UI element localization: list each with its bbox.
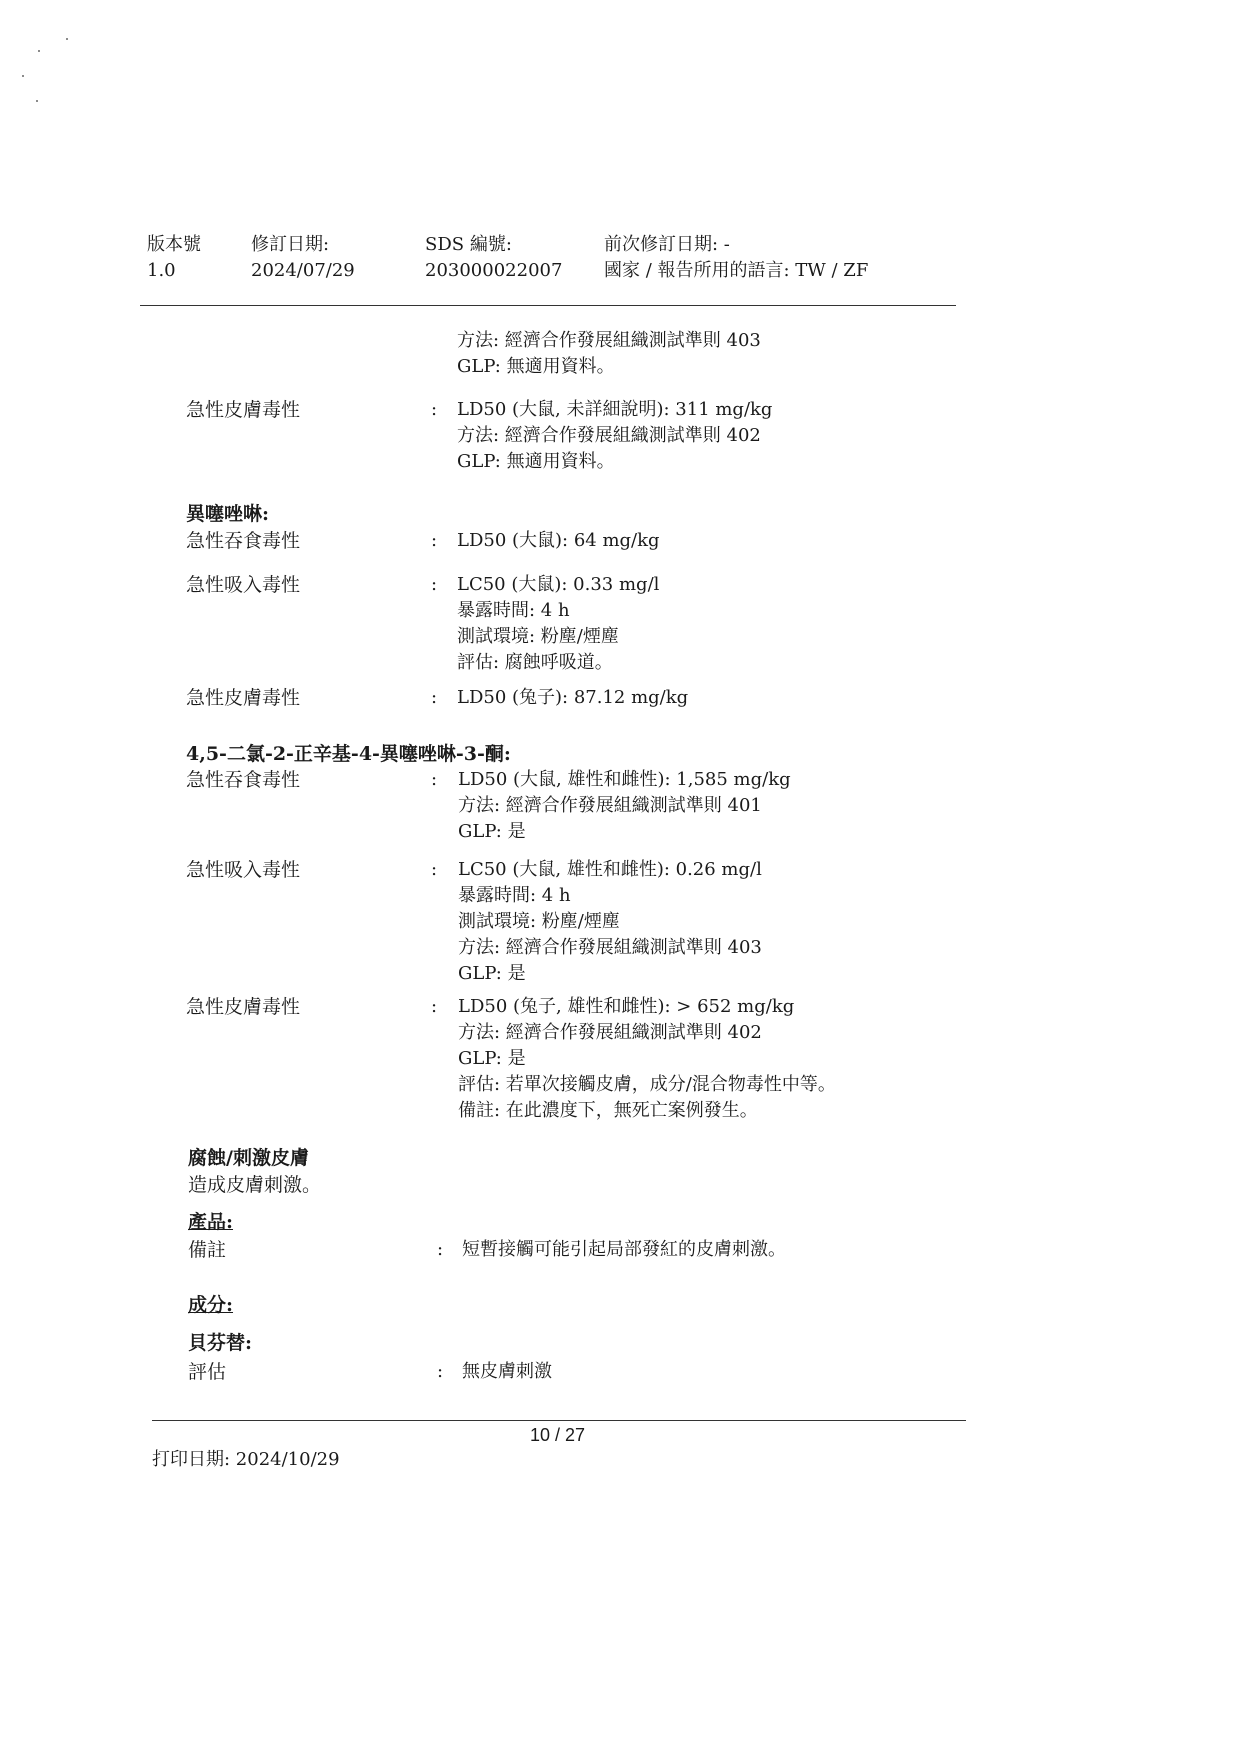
section-title: 腐蝕/刺激皮膚 xyxy=(188,1147,309,1169)
value-line: LC50 (大鼠, 雄性和雌性): 0.26 mg/l xyxy=(458,859,762,880)
value-line: LD50 (大鼠, 雄性和雌性): 1,585 mg/kg xyxy=(458,769,791,790)
value-line: 暴露時間: 4 h xyxy=(458,885,571,906)
version-label: 版本號 xyxy=(147,234,201,255)
field-values xyxy=(458,767,791,845)
revision-date-label: 修訂日期: xyxy=(251,234,330,255)
field-label: 急性皮膚毒性 xyxy=(186,996,301,1018)
value-line: 方法: 經濟合作發展組織測試準則 403 xyxy=(458,937,762,958)
field-colon: : xyxy=(437,1239,444,1260)
version-value: 1.0 xyxy=(147,260,176,281)
scan-speck xyxy=(36,100,38,102)
value-line: LD50 (兔子): 87.12 mg/kg xyxy=(457,687,689,708)
footer-divider xyxy=(152,1420,966,1421)
sds-number-label: SDS 編號: xyxy=(425,234,512,255)
value-line: GLP: 無適用資料。 xyxy=(457,356,615,377)
scan-speck xyxy=(22,75,24,77)
section-title: 4,5-二氯-2-正辛基-4-異噻唑啉-3-酮: xyxy=(186,743,511,765)
value-line: LC50 (大鼠): 0.33 mg/l xyxy=(457,574,660,595)
components-heading: 成分: xyxy=(188,1294,234,1316)
field-label: 急性吸入毒性 xyxy=(186,859,301,881)
value-line: GLP: 是 xyxy=(458,821,526,842)
field-values xyxy=(458,994,836,1124)
field-colon: : xyxy=(437,1361,444,1382)
value-line: 方法: 經濟合作發展組織測試準則 403 xyxy=(457,330,761,351)
section-title: 貝芬替: xyxy=(188,1332,253,1354)
value-line: LD50 (大鼠): 64 mg/kg xyxy=(457,530,660,551)
field-colon: : xyxy=(431,399,438,420)
value-line: 評估: 若單次接觸皮膚，成分/混合物毒性中等。 xyxy=(458,1074,836,1095)
page-number: 10 / 27 xyxy=(530,1425,586,1445)
value-line: 測試環境: 粉塵/煙塵 xyxy=(458,911,620,932)
field-values xyxy=(457,572,659,676)
field-label: 急性皮膚毒性 xyxy=(186,687,301,709)
value-line: 暴露時間: 4 h xyxy=(457,600,570,621)
continued-values xyxy=(457,328,761,380)
field-values xyxy=(457,528,660,554)
field-label: 備註 xyxy=(188,1239,227,1261)
value-line: 方法: 經濟合作發展組織測試準則 402 xyxy=(457,425,761,446)
value-line: GLP: 是 xyxy=(458,1048,526,1069)
value-line: LD50 (兔子, 雄性和雌性): > 652 mg/kg xyxy=(458,996,795,1017)
sds-number-value: 203000022007 xyxy=(425,260,563,281)
field-values xyxy=(458,857,762,987)
section-text: 造成皮膚刺激。 xyxy=(188,1174,322,1196)
value-line: 備註: 在此濃度下，無死亡案例發生。 xyxy=(458,1100,758,1121)
revision-date-value: 2024/07/29 xyxy=(251,260,355,281)
header-divider xyxy=(140,305,956,306)
print-date: 打印日期: 2024/10/29 xyxy=(152,1449,340,1470)
field-colon: : xyxy=(431,530,438,551)
value-line: GLP: 無適用資料。 xyxy=(457,451,615,472)
field-colon: : xyxy=(431,996,438,1017)
field-label: 急性吸入毒性 xyxy=(186,574,301,596)
value-line: 評估: 腐蝕呼吸道。 xyxy=(457,652,613,673)
field-label: 急性皮膚毒性 xyxy=(186,399,301,421)
value-line: 測試環境: 粉塵/煙塵 xyxy=(457,626,619,647)
field-label: 急性吞食毒性 xyxy=(186,530,301,552)
scan-speck xyxy=(66,38,68,40)
value-line: GLP: 是 xyxy=(458,963,526,984)
previous-revision-date: 前次修訂日期: - xyxy=(604,234,730,255)
value-line: 方法: 經濟合作發展組織測試準則 401 xyxy=(458,795,762,816)
field-label: 評估 xyxy=(188,1361,227,1383)
value-line: 方法: 經濟合作發展組織測試準則 402 xyxy=(458,1022,762,1043)
field-colon: : xyxy=(431,687,438,708)
field-value: 短暫接觸可能引起局部發紅的皮膚刺激。 xyxy=(462,1239,786,1260)
field-colon: : xyxy=(431,769,438,790)
field-values xyxy=(457,397,772,475)
product-heading: 產品: xyxy=(188,1211,234,1233)
field-label: 急性吞食毒性 xyxy=(186,769,301,791)
value-line: LD50 (大鼠, 未詳細說明): 311 mg/kg xyxy=(457,399,773,420)
field-value: 無皮膚刺激 xyxy=(462,1361,552,1382)
field-colon: : xyxy=(431,574,438,595)
country-language: 國家 / 報告所用的語言: TW / ZF xyxy=(604,260,869,281)
scan-speck xyxy=(38,50,40,52)
field-colon: : xyxy=(431,859,438,880)
field-values xyxy=(457,685,688,711)
section-title: 異噻唑啉: xyxy=(186,503,270,525)
